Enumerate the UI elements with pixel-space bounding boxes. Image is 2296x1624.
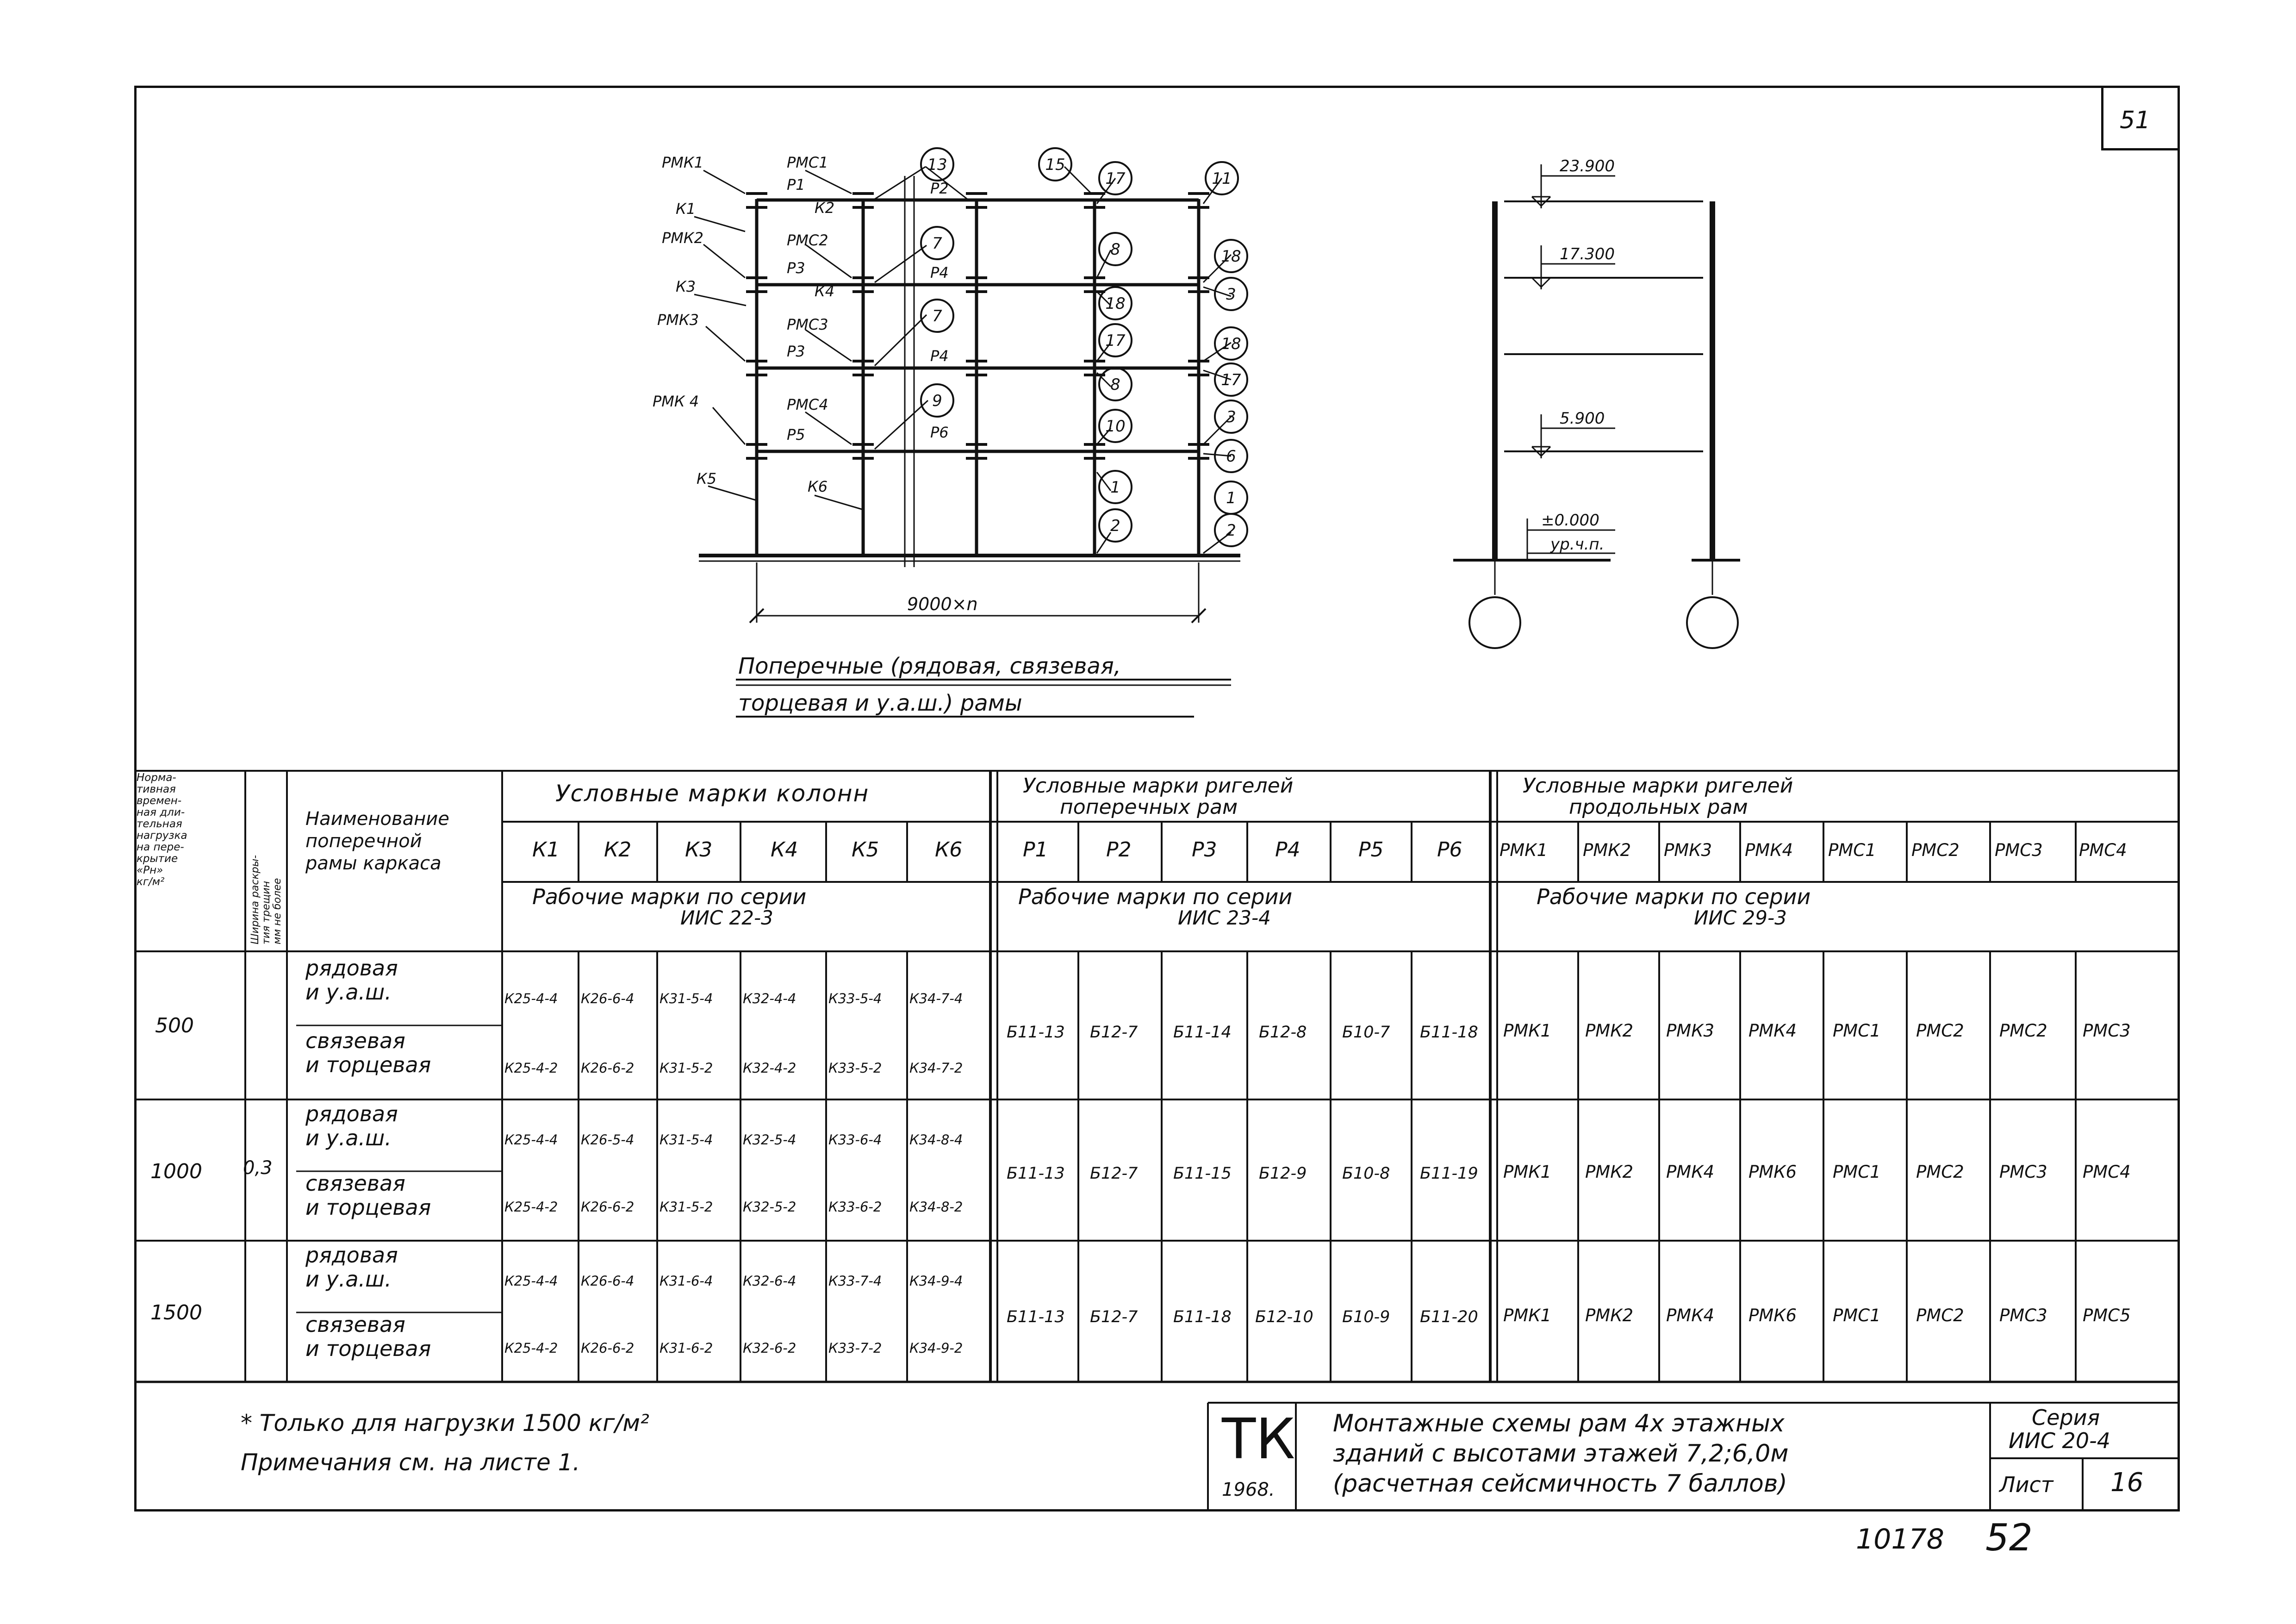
label-k3: К3 xyxy=(676,278,696,295)
col-cell: К31-5-4 xyxy=(660,1132,713,1148)
col-cell: К32-5-2 xyxy=(743,1199,796,1215)
bubble-2a: 2 xyxy=(1110,517,1120,535)
stamp-sheet-value: 16 xyxy=(2110,1468,2144,1498)
bubble-17a: 17 xyxy=(1105,169,1126,188)
col-mark-k2: К2 xyxy=(604,838,632,862)
col-cell: К34-9-2 xyxy=(909,1340,963,1356)
col-cell: К25-4-4 xyxy=(504,991,558,1006)
bubble-3a: 3 xyxy=(1226,285,1236,304)
long-cell: РМК1 xyxy=(1503,1305,1552,1325)
col-cell: К31-6-2 xyxy=(660,1340,713,1356)
long-cell: РМК1 xyxy=(1503,1021,1552,1041)
long-cell: РМС3 xyxy=(2083,1021,2131,1041)
label-k4: К4 xyxy=(815,282,835,300)
col-cell: К33-7-4 xyxy=(828,1273,882,1289)
col-cell: К31-5-4 xyxy=(660,991,713,1006)
series-bars-2: ИИС 23-4 xyxy=(1178,906,1271,929)
col-cell: К26-6-2 xyxy=(581,1060,635,1076)
load-1000: 1000 xyxy=(150,1160,202,1183)
sheet-number-top: 51 xyxy=(2120,106,2151,134)
bar-mark-p6: Р6 xyxy=(1437,838,1462,862)
bar-mark-p2: Р2 xyxy=(1106,838,1132,862)
col-cell: К26-5-4 xyxy=(581,1132,635,1148)
col-mark-k1: К1 xyxy=(532,838,560,862)
frame-name-row: рядовая и у.а.ш. xyxy=(305,956,398,1005)
frame-name-row: рядовая и у.а.ш. xyxy=(305,1101,398,1150)
bar-cell: Б10-7 xyxy=(1342,1023,1390,1042)
bubble-3b: 3 xyxy=(1226,408,1236,426)
long-mark-1: РМК1 xyxy=(1500,840,1548,860)
col-cell: К32-6-4 xyxy=(743,1273,796,1289)
bubble-18a: 18 xyxy=(1221,247,1241,266)
long-cell: РМК4 xyxy=(1748,1021,1797,1041)
col-cell: К25-4-2 xyxy=(504,1340,558,1356)
label-p3b: Р3 xyxy=(787,343,805,360)
header-span: Ширина раскры- тия трещин мм не более xyxy=(249,855,283,944)
caption-line2: торцевая и у.а.ш.) рамы xyxy=(738,690,1022,716)
note-load-1500: * Только для нагрузки 1500 кг/м² xyxy=(241,1410,649,1437)
bar-mark-p4: Р4 xyxy=(1275,838,1300,862)
long-cell: РМК3 xyxy=(1666,1021,1715,1041)
label-rmk2: РМК2 xyxy=(662,229,703,247)
long-cell: РМК6 xyxy=(1748,1305,1797,1325)
long-cell: РМС4 xyxy=(2083,1162,2131,1182)
caption-line1: Поперечные (рядовая, связевая, xyxy=(738,653,1121,679)
bar-cell: Б12-7 xyxy=(1090,1308,1138,1326)
bar-cell: Б11-19 xyxy=(1420,1164,1478,1183)
bubble-6: 6 xyxy=(1226,447,1236,466)
bubble-2b: 2 xyxy=(1226,521,1236,540)
col-mark-k3: К3 xyxy=(685,838,713,862)
col-cell: К33-5-4 xyxy=(828,991,882,1006)
bubble-1b: 1 xyxy=(1226,489,1236,507)
col-cell: К32-6-2 xyxy=(743,1340,796,1356)
label-k6: К6 xyxy=(808,478,828,495)
long-cell: РМС2 xyxy=(1999,1021,2047,1041)
label-rmc3: РМС3 xyxy=(787,316,828,333)
col-cell: К25-4-4 xyxy=(504,1132,558,1148)
col-cell: К33-6-2 xyxy=(828,1199,882,1215)
bar-mark-p5: Р5 xyxy=(1358,838,1384,862)
long-cell: РМС2 xyxy=(1916,1021,1964,1041)
load-1500: 1500 xyxy=(150,1301,202,1324)
col-cell: К31-5-2 xyxy=(660,1060,713,1076)
col-cell: К34-8-4 xyxy=(909,1132,963,1148)
col-cell: К34-9-4 xyxy=(909,1273,963,1289)
bubble-18c: 18 xyxy=(1221,335,1241,353)
label-k1: К1 xyxy=(676,200,696,218)
bubble-11: 11 xyxy=(1212,169,1232,188)
frame-name-row: связевая и торцевая xyxy=(305,1028,431,1077)
frame-name-row: связевая и торцевая xyxy=(305,1171,431,1220)
bar-cell: Б11-14 xyxy=(1173,1023,1232,1042)
series-bars-1: Рабочие марки по серии xyxy=(1018,884,1293,909)
col-cell: К26-6-2 xyxy=(581,1340,635,1356)
long-cell: РМК4 xyxy=(1666,1162,1715,1182)
bubble-1a: 1 xyxy=(1110,478,1120,497)
header-crossbars-2: поперечных рам xyxy=(1060,795,1238,819)
long-cell: РМС2 xyxy=(1916,1305,1964,1325)
long-mark-5: РМС1 xyxy=(1828,840,1876,860)
stamp-title-1: Монтажные схемы рам 4х этажных xyxy=(1333,1410,1785,1437)
long-cell: РМС2 xyxy=(1916,1162,1964,1182)
col-mark-k6: К6 xyxy=(935,838,963,862)
label-p4a: Р4 xyxy=(930,264,949,281)
col-cell: К31-6-4 xyxy=(660,1273,713,1289)
long-cell: РМС1 xyxy=(1833,1162,1881,1182)
series-long-1: Рабочие марки по серии xyxy=(1537,884,1811,909)
bottom-page: 52 xyxy=(1985,1516,2033,1559)
bubble-13: 13 xyxy=(927,156,947,174)
bubble-7a: 7 xyxy=(932,234,942,253)
dimension-label: 9000×n xyxy=(907,594,978,614)
bar-cell: Б11-13 xyxy=(1007,1023,1065,1042)
label-rmc1: РМС1 xyxy=(787,154,828,171)
header-crossbars-1: Условные марки ригелей xyxy=(1023,774,1294,798)
bar-cell: Б11-18 xyxy=(1173,1308,1232,1326)
stamp-title-3: (расчетная сейсмичность 7 баллов) xyxy=(1333,1470,1787,1498)
bubble-8b: 8 xyxy=(1110,375,1120,394)
header-columns: Условные марки колонн xyxy=(555,780,870,807)
col-cell: К34-7-2 xyxy=(909,1060,963,1076)
col-cell: К31-5-2 xyxy=(660,1199,713,1215)
bubble-10: 10 xyxy=(1105,417,1126,436)
crack-width: 0,3 xyxy=(243,1157,273,1179)
stamp-series-value: ИИС 20-4 xyxy=(2009,1428,2110,1453)
long-cell: РМС1 xyxy=(1833,1305,1881,1325)
label-k2: К2 xyxy=(815,199,835,217)
col-cell: К33-5-2 xyxy=(828,1060,882,1076)
series-cols-2: ИИС 22-3 xyxy=(680,906,773,929)
label-rmc4: РМС4 xyxy=(787,396,828,413)
bar-mark-p1: Р1 xyxy=(1023,838,1048,862)
stamp-year: 1968. xyxy=(1222,1479,1275,1500)
col-cell: К26-6-4 xyxy=(581,1273,635,1289)
elevation-zero: ±0.000 xyxy=(1541,511,1599,530)
bar-cell: Б11-15 xyxy=(1173,1164,1232,1183)
label-rmk1: РМК1 xyxy=(662,154,703,171)
col-cell: К25-4-4 xyxy=(504,1273,558,1289)
col-cell: К33-6-4 xyxy=(828,1132,882,1148)
elevation-ground: ур.ч.п. xyxy=(1550,535,1605,554)
label-rmc2: РМС2 xyxy=(787,231,828,249)
long-cell: РМК6 xyxy=(1748,1162,1797,1182)
series-long-2: ИИС 29-3 xyxy=(1694,906,1787,929)
bar-cell: Б11-13 xyxy=(1007,1308,1065,1326)
label-p4b: Р4 xyxy=(930,347,949,365)
bubble-15: 15 xyxy=(1045,156,1065,174)
bubble-17c: 17 xyxy=(1221,371,1241,389)
bar-cell: Б12-8 xyxy=(1259,1023,1307,1042)
long-mark-8: РМС4 xyxy=(2079,840,2127,860)
long-cell: РМК2 xyxy=(1585,1305,1634,1325)
header-load: Норма- тивная времен- ная дли- тельная нагрузка на пере- крытие «Рн» кг/м² xyxy=(137,772,187,888)
frame-name-row: связевая и торцевая xyxy=(305,1312,431,1361)
bubble-18b: 18 xyxy=(1105,294,1126,313)
label-rmk4: РМК 4 xyxy=(653,393,699,410)
bar-cell: Б11-13 xyxy=(1007,1164,1065,1183)
frame-name-row: рядовая и у.а.ш. xyxy=(305,1243,398,1292)
bar-cell: Б10-9 xyxy=(1342,1308,1390,1326)
bar-cell: Б10-8 xyxy=(1342,1164,1390,1183)
stamp-sheet-label: Лист xyxy=(1999,1472,2053,1497)
col-cell: К25-4-2 xyxy=(504,1060,558,1076)
bottom-number: 10178 xyxy=(1856,1523,1944,1555)
col-mark-k5: К5 xyxy=(852,838,879,862)
stamp-series-label: Серия xyxy=(2032,1405,2100,1430)
load-500: 500 xyxy=(155,1014,194,1037)
label-p3a: Р3 xyxy=(787,259,805,277)
col-cell: К32-4-2 xyxy=(743,1060,796,1076)
label-p1: Р1 xyxy=(787,176,805,194)
col-cell: К26-6-2 xyxy=(581,1199,635,1215)
col-cell: К32-5-4 xyxy=(743,1132,796,1148)
col-mark-k4: К4 xyxy=(771,838,798,862)
col-cell: К26-6-4 xyxy=(581,991,635,1006)
long-cell: РМС3 xyxy=(1999,1162,2047,1182)
bar-cell: Б11-20 xyxy=(1420,1308,1478,1326)
bar-cell: Б12-7 xyxy=(1090,1164,1138,1183)
elevation-17300: 17.300 xyxy=(1560,245,1615,263)
label-p6: Р6 xyxy=(930,424,949,441)
header-frame-name: Наименование поперечной рамы каркаса xyxy=(305,808,449,874)
header-long-1: Условные марки ригелей xyxy=(1523,774,1793,798)
bar-cell: Б12-7 xyxy=(1090,1023,1138,1042)
col-cell: К25-4-2 xyxy=(504,1199,558,1215)
label-rmk3: РМК3 xyxy=(657,311,699,329)
col-cell: К34-8-2 xyxy=(909,1199,963,1215)
long-cell: РМК2 xyxy=(1585,1162,1634,1182)
label-p2: Р2 xyxy=(930,180,949,197)
stamp-title-2: зданий с высотами этажей 7,2;6,0м xyxy=(1333,1440,1789,1468)
bar-mark-p3: Р3 xyxy=(1192,838,1217,862)
bubble-9: 9 xyxy=(932,392,942,410)
col-cell: К32-4-4 xyxy=(743,991,796,1006)
stamp-logo: ТК xyxy=(1222,1407,1295,1472)
bubble-17b: 17 xyxy=(1105,331,1126,350)
header-long-2: продольных рам xyxy=(1569,795,1748,819)
label-k5: К5 xyxy=(697,470,717,487)
elevation-23900: 23.900 xyxy=(1560,157,1615,175)
col-cell: К34-7-4 xyxy=(909,991,963,1006)
long-mark-6: РМС2 xyxy=(1911,840,1960,860)
col-cell: К33-7-2 xyxy=(828,1340,882,1356)
series-cols-1: Рабочие марки по серии xyxy=(532,884,807,909)
note-see-sheet: Примечания см. на листе 1. xyxy=(241,1449,580,1476)
long-cell: РМК4 xyxy=(1666,1305,1715,1325)
long-cell: РМК2 xyxy=(1585,1021,1634,1041)
label-p5: Р5 xyxy=(787,426,805,443)
elevation-5900: 5.900 xyxy=(1560,409,1605,428)
long-cell: РМС1 xyxy=(1833,1021,1881,1041)
long-mark-4: РМК4 xyxy=(1745,840,1793,860)
long-cell: РМС3 xyxy=(1999,1305,2047,1325)
bar-cell: Б11-18 xyxy=(1420,1023,1478,1042)
long-mark-7: РМС3 xyxy=(1995,840,2043,860)
long-cell: РМС5 xyxy=(2083,1305,2131,1325)
long-mark-2: РМК2 xyxy=(1583,840,1631,860)
long-mark-3: РМК3 xyxy=(1664,840,1712,860)
long-cell: РМК1 xyxy=(1503,1162,1552,1182)
bubble-7b: 7 xyxy=(932,307,942,325)
bar-cell: Б12-9 xyxy=(1259,1164,1307,1183)
bubble-8a: 8 xyxy=(1110,240,1120,259)
bar-cell: Б12-10 xyxy=(1255,1308,1313,1326)
